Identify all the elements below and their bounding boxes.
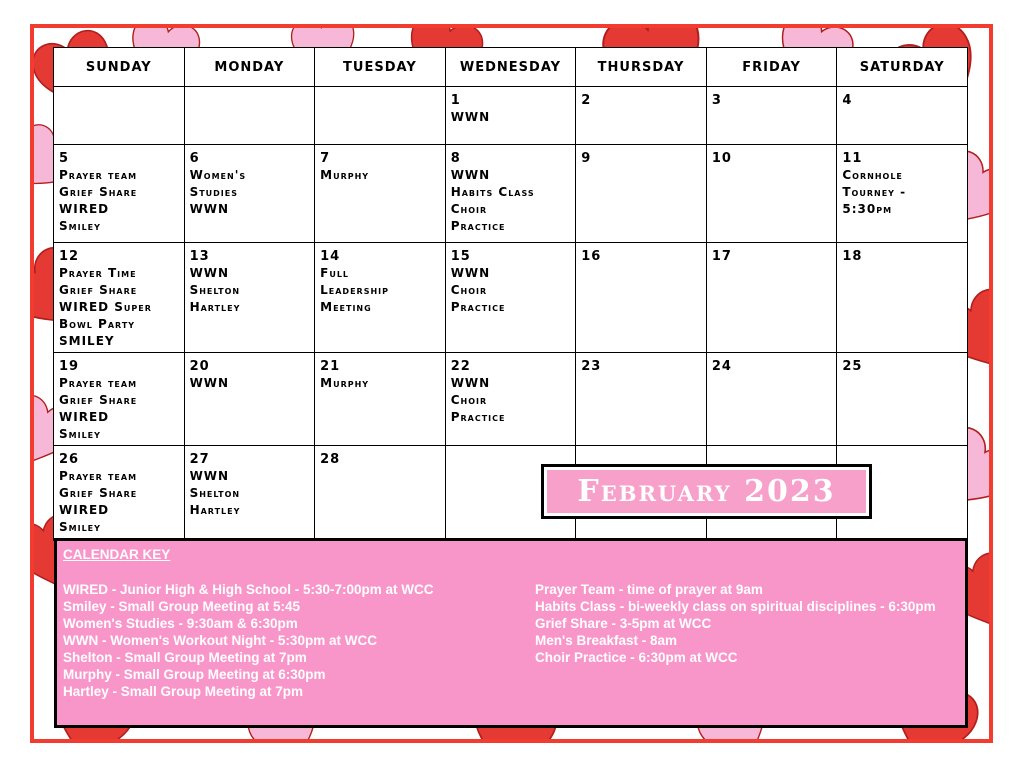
day-number: 13 (189, 249, 210, 264)
event-label: Practice (450, 410, 506, 424)
week-row (54, 243, 968, 353)
event-label: Prayer Time (59, 266, 137, 280)
day-number: 9 (581, 151, 592, 166)
day-cell (315, 87, 446, 145)
day-number: 19 (59, 359, 80, 374)
event-label: WWN (450, 376, 491, 390)
week-row (54, 353, 968, 446)
calendar-key-left-column (63, 581, 434, 700)
event-label: Grief Share (59, 393, 138, 407)
day-number: 12 (59, 249, 80, 264)
event-label: WWN (189, 469, 230, 483)
day-number (59, 92, 184, 109)
day-cell (445, 353, 576, 446)
day-cell (837, 243, 968, 353)
event-label: Women's (189, 168, 247, 182)
day-number: 16 (581, 249, 602, 264)
event-label: Choir (450, 283, 488, 297)
day-cell (54, 87, 185, 145)
weekday-header: SUNDAY (54, 48, 185, 87)
day-cell (445, 145, 576, 243)
weekday-header: TUESDAY (315, 48, 446, 87)
calendar-key-entry: Men's Breakfast - 8am (535, 633, 678, 648)
day-cell (445, 243, 576, 353)
day-number: 27 (189, 452, 210, 467)
month-banner-fill (547, 470, 866, 513)
week-row (54, 145, 968, 243)
day-number: 20 (189, 359, 210, 374)
calendar-key-entry: Choir Practice - 6:30pm at WCC (535, 650, 738, 665)
day-cell (706, 353, 837, 446)
event-label: Choir (450, 202, 488, 216)
event-label: Murphy (320, 168, 370, 182)
event-label: WIRED (59, 503, 110, 517)
day-number (190, 92, 315, 109)
event-label: Studies (189, 185, 239, 199)
event-label: WWN (189, 266, 230, 280)
day-cell (706, 243, 837, 353)
event-label: Practice (450, 219, 506, 233)
day-cell (184, 145, 315, 243)
calendar-key (54, 538, 968, 728)
event-label: Prayer team (59, 168, 138, 182)
day-number: 26 (59, 452, 80, 467)
event-label: WWN (189, 376, 230, 390)
day-cell (706, 87, 837, 145)
day-number: 21 (320, 359, 341, 374)
calendar-key-entry: Murphy - Small Group Meeting at 6:30pm (63, 667, 326, 682)
calendar-key-entry: Hartley - Small Group Meeting at 7pm (63, 684, 304, 699)
day-number: 17 (711, 249, 732, 264)
day-number: 4 (842, 93, 853, 108)
event-label: Grief Share (59, 185, 138, 199)
day-number: 1 (450, 93, 461, 108)
event-label: Meeting (320, 300, 372, 314)
event-label: Smiley (59, 520, 101, 534)
day-cell (54, 446, 185, 541)
day-cell (576, 145, 707, 243)
day-number: 15 (450, 249, 471, 264)
day-cell (315, 446, 446, 541)
event-label: Leadership (320, 283, 389, 297)
day-number: 10 (711, 151, 732, 166)
event-label: Practice (450, 300, 506, 314)
calendar-key-entry: WWN - Women's Workout Night - 5:30pm at WCC (63, 633, 377, 648)
day-cell (576, 243, 707, 353)
day-number: 7 (320, 151, 331, 166)
day-number: 8 (450, 151, 461, 166)
week-row (54, 87, 968, 145)
event-label: Smiley (59, 219, 101, 233)
event-label: Shelton (189, 486, 241, 500)
event-label: Grief Share (59, 283, 138, 297)
day-cell (54, 243, 185, 353)
event-label: WIRED Super (59, 300, 152, 314)
day-number: 5 (59, 151, 70, 166)
calendar-key-title: CALENDAR KEY (63, 547, 171, 562)
event-label: Choir (450, 393, 488, 407)
weekday-header: WEDNESDAY (445, 48, 576, 87)
event-label: WWN (450, 266, 491, 280)
weekday-header-row (54, 48, 968, 87)
day-cell (837, 145, 968, 243)
day-number: 24 (711, 359, 732, 374)
event-label: WWN (450, 168, 491, 182)
day-number: 28 (320, 452, 341, 467)
day-cell (54, 353, 185, 446)
event-label: 5:30pm (842, 202, 893, 216)
calendar-key-entry: WIRED - Junior High & High School - 5:30-7:00pm at WCC (63, 582, 434, 597)
event-label: Tourney - (842, 185, 907, 199)
day-number (320, 92, 445, 109)
day-cell (445, 87, 576, 145)
day-number: 22 (450, 359, 471, 374)
day-cell (576, 353, 707, 446)
calendar-key-entry: Smiley - Small Group Meeting at 5:45 (63, 599, 301, 614)
event-label: Murphy (320, 376, 370, 390)
day-number: 3 (711, 93, 722, 108)
event-label: Habits Class (450, 185, 535, 199)
calendar-key-entry: Habits Class - bi-weekly class on spiritual disciplines - 6:30pm (535, 599, 936, 614)
day-number: 11 (842, 151, 863, 166)
calendar-key-entry: Prayer Team - time of prayer at 9am (535, 582, 763, 597)
day-number: 2 (581, 93, 592, 108)
day-number: 25 (842, 359, 863, 374)
event-label: WWN (450, 110, 491, 124)
day-cell (837, 87, 968, 145)
day-cell (315, 243, 446, 353)
day-number: 18 (842, 249, 863, 264)
weekday-header: MONDAY (184, 48, 315, 87)
event-label: Hartley (189, 300, 241, 314)
day-number: 14 (320, 249, 341, 264)
event-label: Grief Share (59, 486, 138, 500)
event-label: WWN (189, 202, 230, 216)
event-label: Bowl Party (59, 317, 136, 331)
event-label: Shelton (189, 283, 241, 297)
event-label: WIRED (59, 410, 110, 424)
event-label: WIRED (59, 202, 110, 216)
day-cell (184, 87, 315, 145)
day-number: 6 (189, 151, 200, 166)
event-label: Hartley (189, 503, 241, 517)
month-title: February 2023 (577, 474, 836, 509)
event-label: SMILEY (59, 334, 115, 348)
event-label: Full (320, 266, 350, 280)
event-label: Cornhole (842, 168, 903, 182)
day-cell (706, 145, 837, 243)
day-cell (184, 243, 315, 353)
day-number: 23 (581, 359, 602, 374)
calendar-key-entry: Shelton - Small Group Meeting at 7pm (63, 650, 307, 665)
day-cell (837, 353, 968, 446)
event-label: Smiley (59, 427, 101, 441)
weekday-header: SATURDAY (837, 48, 968, 87)
day-cell (315, 145, 446, 243)
weekday-header: THURSDAY (576, 48, 707, 87)
day-cell (54, 145, 185, 243)
month-banner (541, 464, 872, 519)
day-cell (576, 87, 707, 145)
day-cell (315, 353, 446, 446)
weekday-header: FRIDAY (706, 48, 837, 87)
day-cell (184, 353, 315, 446)
calendar-key-entry: Grief Share - 3-5pm at WCC (535, 616, 712, 631)
calendar-key-right-column (535, 581, 936, 666)
event-label: Prayer team (59, 469, 138, 483)
calendar-key-entry: Women's Studies - 9:30am & 6:30pm (63, 616, 298, 631)
event-label: Prayer team (59, 376, 138, 390)
day-cell (184, 446, 315, 541)
